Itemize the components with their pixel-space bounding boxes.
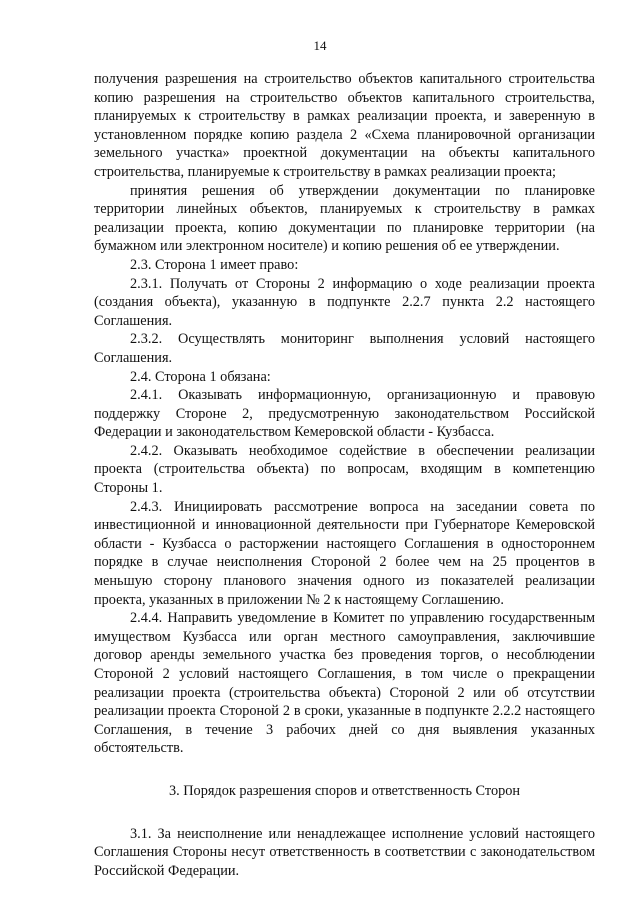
section-heading: 3. Порядок разрешения споров и ответственность Сторон xyxy=(168,782,521,799)
clause-3-1: 3.1. За неисполнение или ненадлежащее исполнение условий настоящего Соглашения Стороны несут ответственность в соответствии с законодательством Российской Федерации. xyxy=(94,825,595,879)
clause-2-4-3: 2.4.3. Инициировать рассмотрение вопроса на заседании совета по инвестиционной и инновационной деятельности при Губернаторе Кемеровской области - Кузбасса о расторжении настоящего Соглашения в одностороннем порядке в случае неисполнения Стороной 2 более чем на 25 процентов в меньшую сторону планового значения одного из показателей реализации проекта, указанных в приложении № 2 к настоящему Соглашению. xyxy=(94,498,595,608)
clause-2-3-1: 2.3.1. Получать от Стороны 2 информацию о ходе реализации проекта (создания объекта), указанную в подпункте 2.2.7 пункта 2.2 настоящего Соглашения. xyxy=(94,275,595,329)
clause-2-4-1: 2.4.1. Оказывать информационную, организационную и правовую поддержку Стороне 2, предусмотренную законодательством Российской Федерации и законодательством Кемеровской области - Кузбасса. xyxy=(94,387,595,441)
clause-2-4: 2.4. Сторона 1 обязана: xyxy=(130,368,271,385)
paragraph: получения разрешения на строительство объектов капитального строительства копию разрешения на строительство объектов капитального строительства, планируемых к строительству в рамках реализации проекта, и заверенную в установленном порядке копию раздела 2 «Схема планировочной организации земельного участка» проектной документации на объекты капитального строительства, планируемые к строительству в рамках реализации проекта; xyxy=(94,71,595,180)
clause-2-4-2: 2.4.2. Оказывать необходимое содействие в обеспечении реализации проекта (строительства объекта) по вопросам, входящим в компетенцию Стороны 1. xyxy=(94,442,595,497)
paragraph: принятия решения об утверждении документации по планировке территории линейных объектов, планируемых к строительству в рамках реализации проекта, копию документации по планировке территории (на бумажном или электронном носителе) и копию решения об ее утверждении. xyxy=(94,182,595,255)
page-number: 14 xyxy=(313,38,327,53)
clause-2-3-2: 2.3.2. Осуществлять мониторинг выполнения условий настоящего Соглашения. xyxy=(94,331,595,366)
document-body xyxy=(94,70,595,880)
clause-2-4-4: 2.4.4. Направить уведомление в Комитет по управлению государственным имуществом Кузбасса или орган местного самоуправления, заключившие договор аренды земельного участка без проведения торгов, о несоблюдении Стороной 2 условий настоящего Соглашения, в том числе о прекращении реализации проекта (строительства объекта) Стороной 2 или об отсутствии реализации проекта Стороной 2 в сроки, указанные в подпункте 2.2.2 настоящего Соглашения, в течение 3 рабочих дней со дня выявления указанных обстоятельств. xyxy=(94,610,595,757)
clause-2-3: 2.3. Сторона 1 имеет право: xyxy=(130,256,299,273)
